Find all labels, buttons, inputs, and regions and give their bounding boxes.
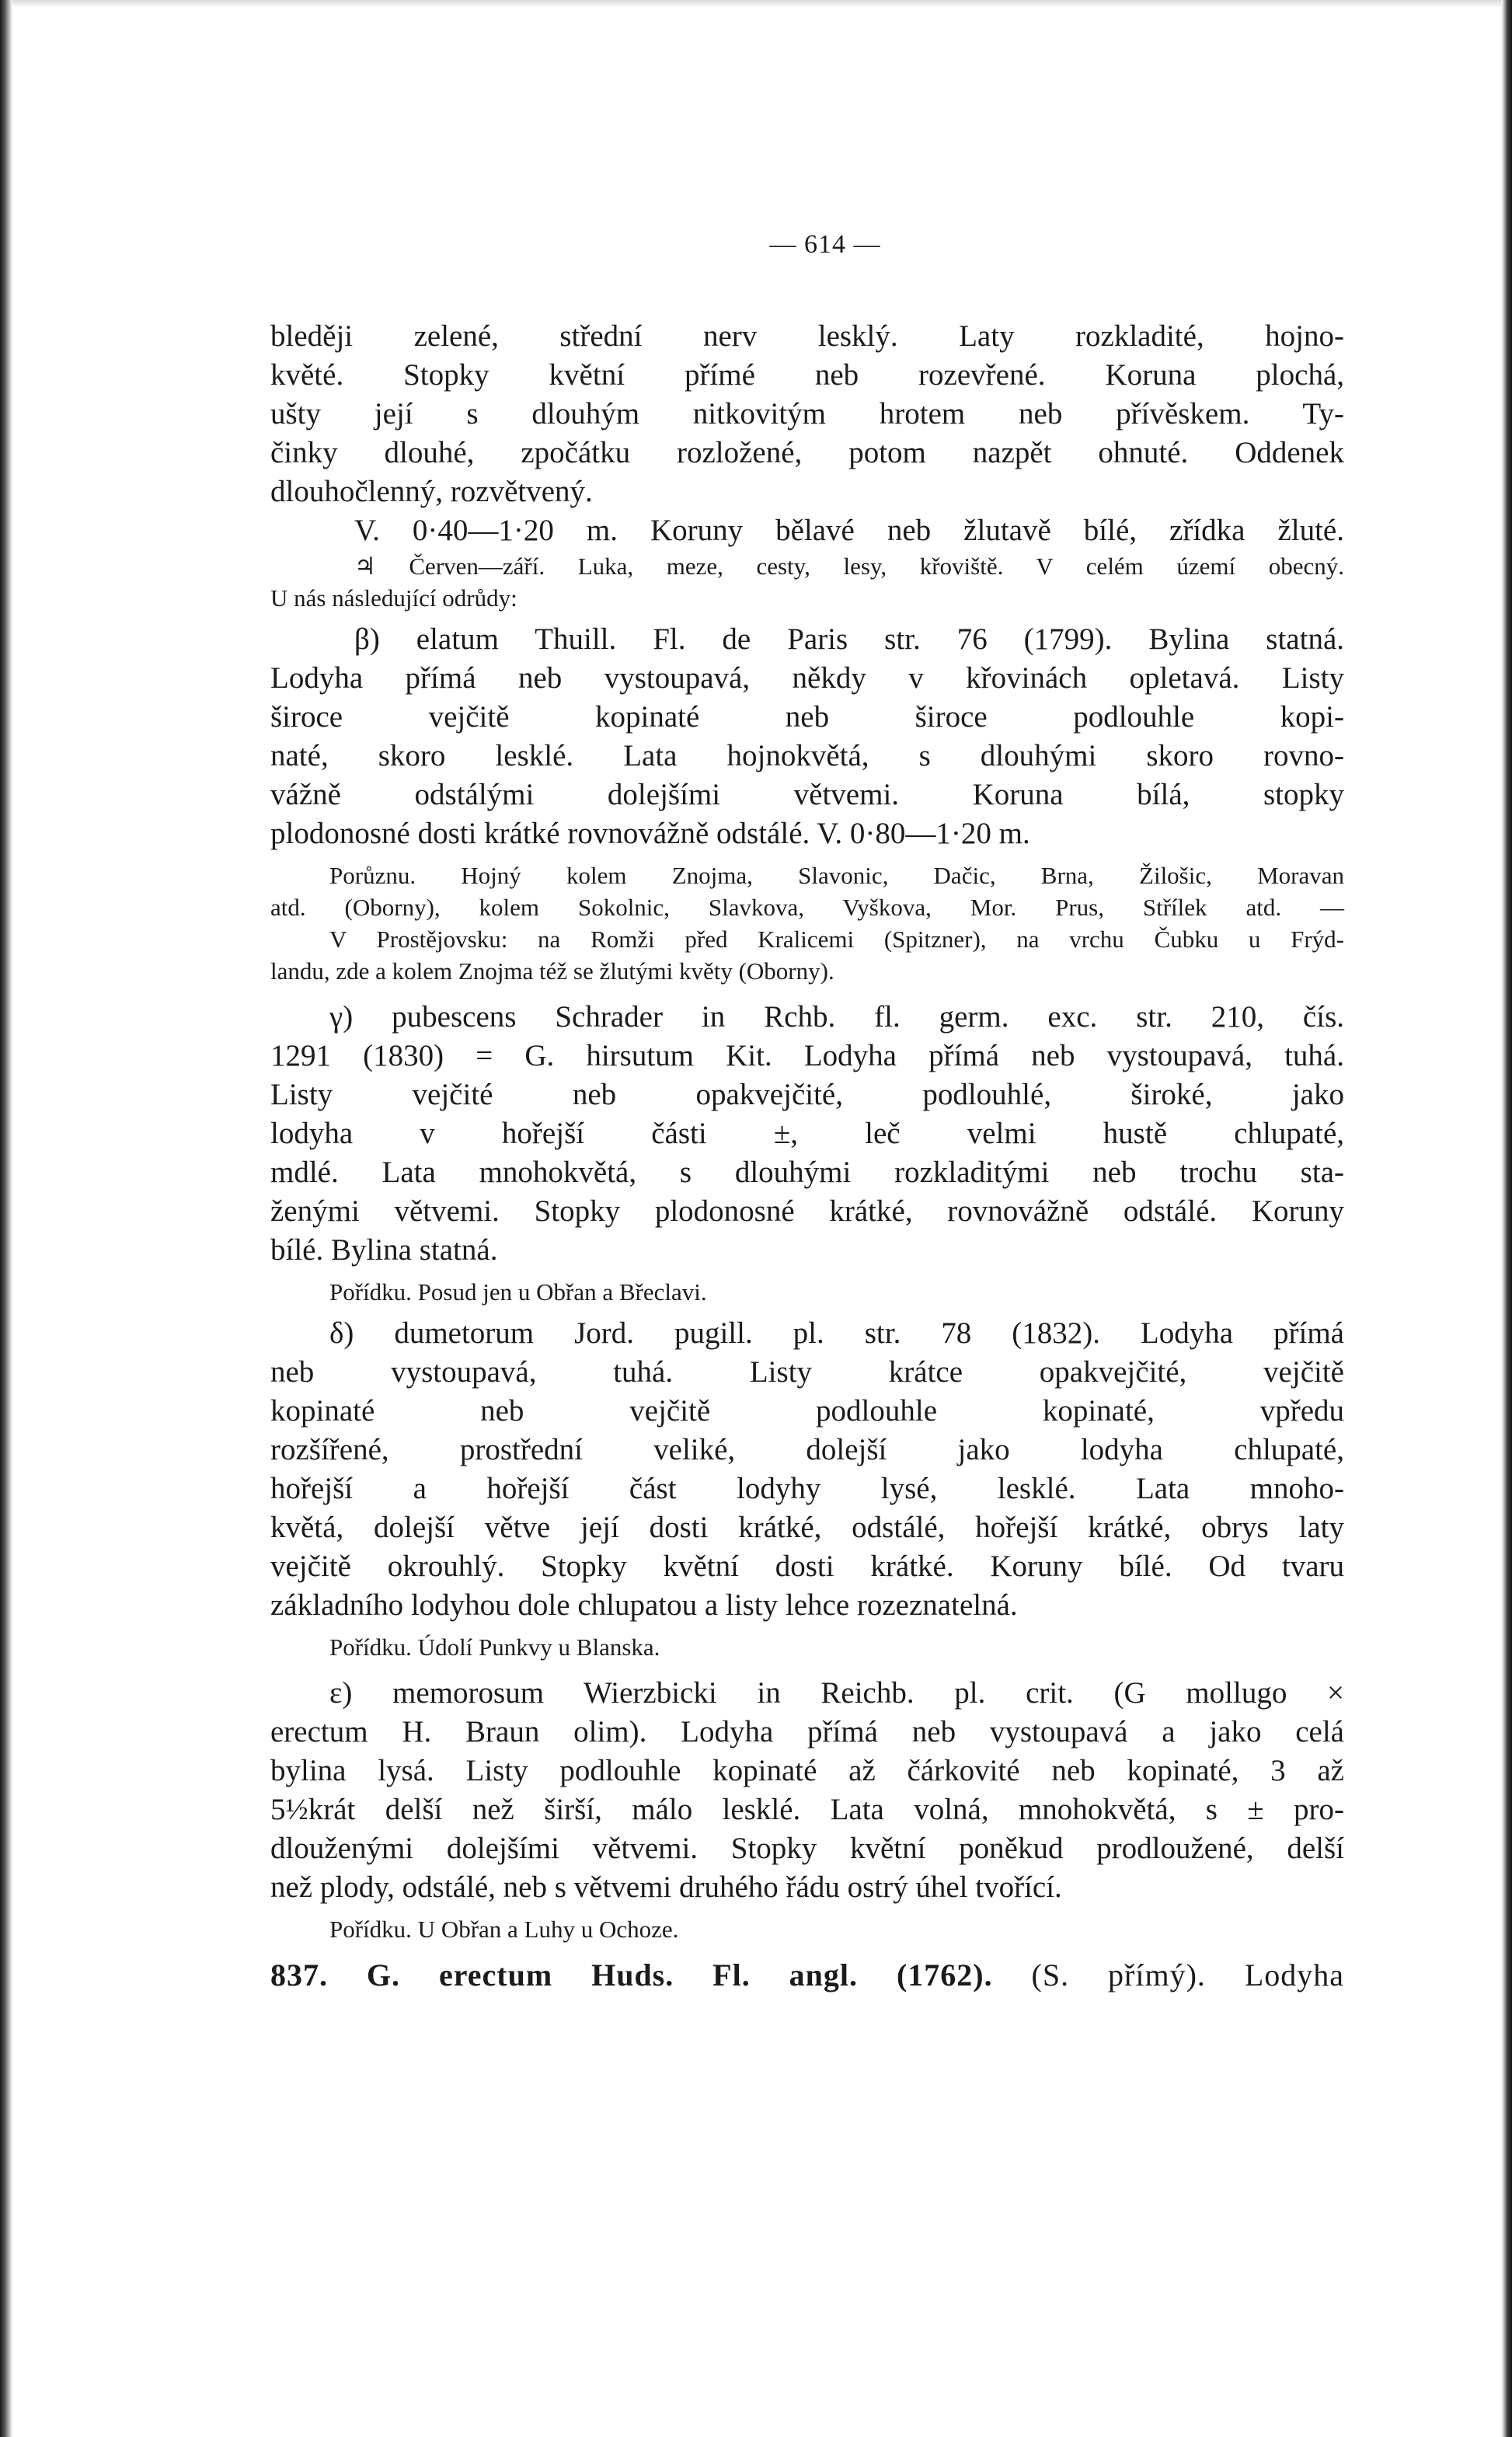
variety-epsilon-line: ε) memorosum Wierzbicki in Reichb. pl. crit. (G mollugo × <box>329 1676 1344 1710</box>
text-line: lodyha v hořejší části ±, leč velmi hustě chlupaté, <box>270 1117 1344 1150</box>
species-heading-name: 837. G. erectum Huds. Fl. angl. (1762). <box>270 1958 993 1992</box>
text-line: V. 0·40—1·20 m. Koruny bělavé neb žlutavě bílé, zřídka žluté. <box>354 514 1344 547</box>
text-line: ušty její s dlouhým nitkovitým hrotem neb přívěskem. Ty- <box>270 397 1344 431</box>
text-line: Listy vejčité neb opakvejčité, podlouhlé, široké, jako <box>270 1078 1344 1111</box>
text-line: ženými větvemi. Stopky plodonosné krátké, rovnovážně odstálé. Koruny <box>270 1194 1344 1228</box>
locality-line: landu, zde a kolem Znojma též se žlutými květy (Oborny). <box>270 957 834 985</box>
locality-line: Porůznu. Hojný kolem Znojma, Slavonic, Dačic, Brna, Žilošic, Moravan <box>329 862 1344 889</box>
text-line: erectum H. Braun olim). Lodyha přímá neb vystoupavá a jako celá <box>270 1715 1344 1748</box>
text-line: rozšířené, prostřední veliké, dolejší jako lodyha chlupaté, <box>270 1433 1344 1466</box>
scan-edge-right <box>1501 0 1512 2437</box>
text-line: základního lodyhou dole chlupatou a listy lehce rozeznatelná. <box>270 1588 1018 1622</box>
text-line: činky dlouhé, zpočátku rozložené, potom nazpět ohnuté. Oddenek <box>270 436 1344 469</box>
text-line: široce vejčitě kopinaté neb široce podlouhle kopi- <box>270 700 1344 734</box>
text-line: dlouženými dolejšími větvemi. Stopky květní poněkud prodloužené, delší <box>270 1832 1344 1865</box>
text-line: hořejší a hořejší část lodyhy lysé, lesklé. Lata mnoho- <box>270 1472 1344 1505</box>
species-heading-tail: (S. přímý). Lodyha <box>1031 1958 1345 1992</box>
text-line: než plody, odstálé, neb s větvemi druhého řádu ostrý úhel tvořící. <box>270 1870 1062 1904</box>
page-number: — 614 — <box>769 230 881 259</box>
text-line: 5½krát delší než širší, málo lesklé. Lata volná, mnohokvětá, s ± pro- <box>270 1793 1344 1826</box>
text-line: ♃ Červen—září. Luka, meze, cesty, lesy, křoviště. V celém území obecný. <box>354 553 1344 580</box>
text-line: vážně odstálými dolejšími větvemi. Koruna bílá, stopky <box>270 778 1344 811</box>
species-heading <box>270 1956 1344 1995</box>
text-line: vejčitě okrouhlý. Stopky květní dosti krátké. Koruny bílé. Od tvaru <box>270 1550 1344 1583</box>
variety-gamma-line: γ) pubescens Schrader in Rchb. fl. germ. exc. str. 210, čís. <box>329 1000 1344 1034</box>
text-line: bleději zelené, střední nerv lesklý. Laty rozkladité, hojno- <box>270 319 1344 353</box>
locality-line: V Prostějovsku: na Romži před Kralicemi (Spitzner), na vrchu Čubku u Frýd- <box>329 926 1344 953</box>
scan-edge-left <box>0 0 12 2437</box>
text-line: naté, skoro lesklé. Lata hojnokvětá, s dlouhými skoro rovno- <box>270 739 1344 772</box>
body-text <box>270 317 1344 1995</box>
locality-line: Pořídku. Posud jen u Obřan a Břeclavi. <box>329 1278 707 1306</box>
scan-edge-top <box>0 0 1512 8</box>
text-line: 1291 (1830) = G. hirsutum Kit. Lodyha přímá neb vystoupavá, tuhá. <box>270 1039 1344 1072</box>
text-line: neb vystoupavá, tuhá. Listy krátce opakvejčité, vejčitě <box>270 1355 1344 1389</box>
text-line: květá, dolejší větve její dosti krátké, odstálé, hořejší krátké, obrys laty <box>270 1511 1344 1544</box>
locality-line: Pořídku. Údolí Punkvy u Blanska. <box>329 1633 660 1661</box>
text-line: kopinaté neb vejčitě podlouhle kopinaté, vpředu <box>270 1394 1344 1428</box>
locality-line: atd. (Oborny), kolem Sokolnic, Slavkova, Vyškova, Mor. Prus, Střílek atd. — <box>270 894 1344 921</box>
text-line: plodonosné dosti krátké rovnovážně odstálé. V. 0·80—1·20 m. <box>270 817 1030 850</box>
variety-beta-line: β) elatum Thuill. Fl. de Paris str. 76 (1799). Bylina statná. <box>354 622 1344 656</box>
variety-delta-line: δ) dumetorum Jord. pugill. pl. str. 78 (1832). Lodyha přímá <box>329 1316 1344 1350</box>
locality-line: Pořídku. U Obřan a Luhy u Ochoze. <box>329 1916 679 1943</box>
text-line: bylina lysá. Listy podlouhle kopinaté až čárkovité neb kopinaté, 3 až <box>270 1754 1344 1787</box>
text-line: U nás následující odrůdy: <box>270 584 517 612</box>
text-line: bílé. Bylina statná. <box>270 1233 498 1267</box>
text-line: mdlé. Lata mnohokvětá, s dlouhými rozkladitými neb trochu sta- <box>270 1156 1344 1189</box>
text-line: dlouhočlenný, rozvětvený. <box>270 475 593 508</box>
text-line: Lodyha přímá neb vystoupavá, někdy v křovinách opletavá. Listy <box>270 661 1344 695</box>
text-line: květé. Stopky květní přímé neb rozevřené. Koruna plochá, <box>270 358 1344 392</box>
